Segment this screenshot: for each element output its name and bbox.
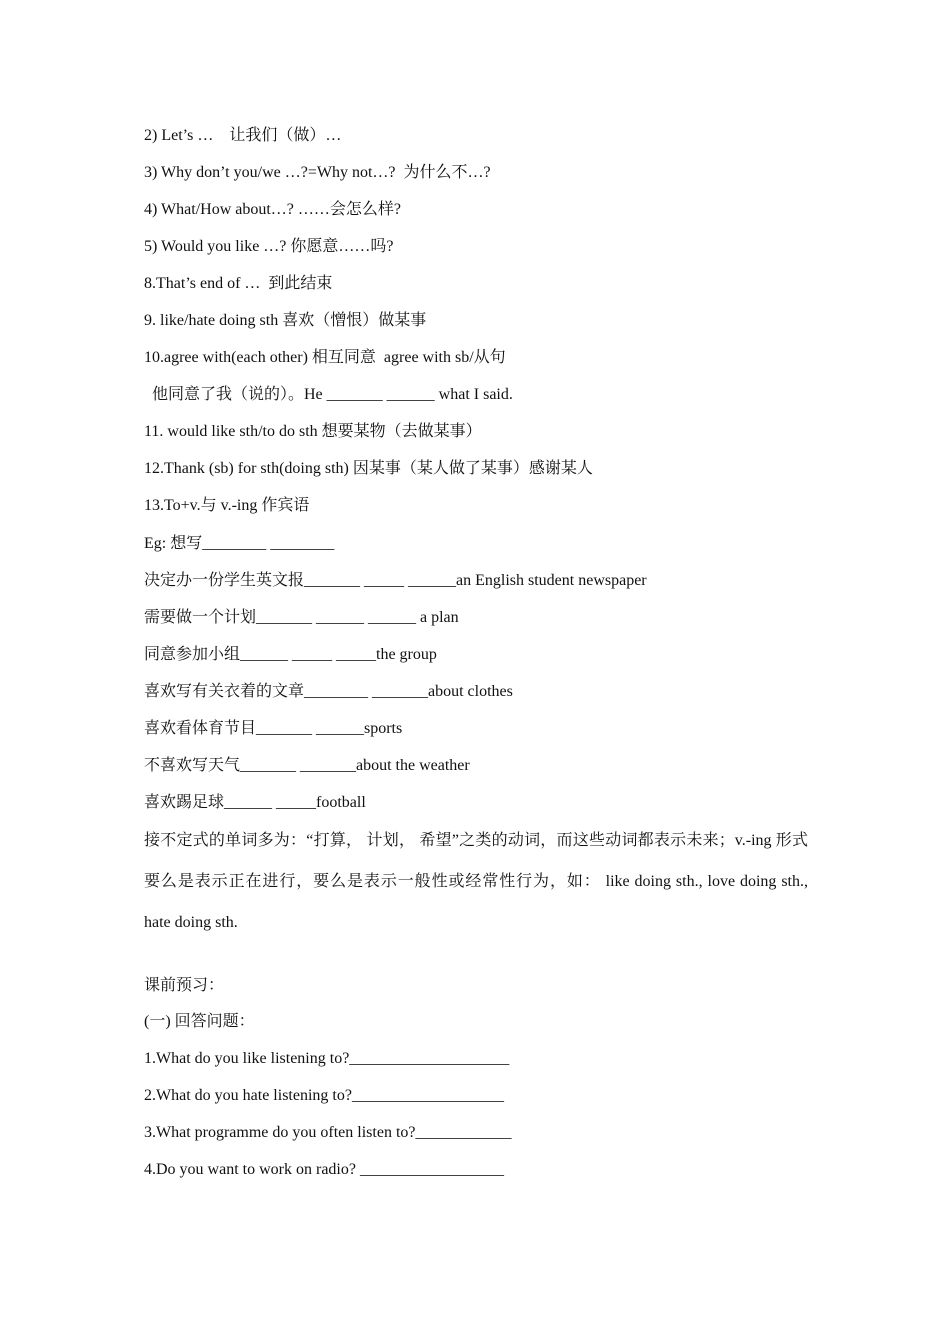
preview-subheading: (一) 回答问题：: [144, 1013, 255, 1030]
exercise-newspaper: 决定办一份学生英文报_______ _____ ______an English student newspaper: [144, 572, 647, 589]
exercise-plan: 需要做一个计划_______ ______ ______ a plan: [144, 609, 459, 626]
question-item: 4.Do you want to work on radio? __________________: [144, 1161, 504, 1178]
exercise-football: 喜欢踢足球______ _____football: [144, 794, 366, 811]
exercise-sports: 喜欢看体育节目_______ ______sports: [144, 720, 403, 737]
exercise-agree: 他同意了我（说的）。He _______ ______ what I said.: [144, 386, 513, 403]
question-item: 2.What do you hate listening to?___________________: [144, 1087, 504, 1104]
phrase-thank-for: 12.Thank (sb) for sth(doing sth) 因某事（某人做了某事）感谢某人: [144, 460, 593, 477]
phrase-why-dont: 3) Why don’t you/we …?=Why not…? 为什么不…?: [144, 164, 491, 181]
question-item: 3.What programme do you often listen to?____________: [144, 1124, 512, 1141]
phrase-like-hate: 9. like/hate doing sth 喜欢（憎恨）做某事: [144, 312, 427, 329]
phrase-lets: 2) Let’s … 让我们（做）…: [144, 127, 342, 144]
phrase-would-like: 11. would like sth/to do sth 想要某物（去做某事）: [144, 423, 482, 440]
exercise-clothes: 喜欢写有关衣着的文章________ _______about clothes: [144, 683, 513, 700]
phrase-what-about: 4) What/How about…? ……会怎么样?: [144, 201, 401, 218]
phrase-would-you-like: 5) Would you like …? 你愿意……吗?: [144, 238, 394, 255]
phrase-end-of: 8.That’s end of … 到此结束: [144, 275, 333, 292]
section-infinitive-gerund: 13.To+v.与 v.-ing 作宾语: [144, 497, 310, 514]
exercise-weather: 不喜欢写天气_______ _______about the weather: [144, 757, 470, 774]
exercise-example: Eg: 想写________ ________: [144, 535, 335, 552]
grammar-note-paragraph: 接不定式的单词多为：“打算， 计划， 希望”之类的动词，而这些动词都表示未来；v.-ing 形式要么是表示正在进行，要么是表示一般性或经常性行为，如： like doing sth., love doing sth., hate doing sth.: [144, 832, 808, 931]
exercise-group: 同意参加小组______ _____ _____the group: [144, 646, 437, 663]
phrase-agree-with: 10.agree with(each other) 相互同意 agree with sb/从句: [144, 349, 506, 366]
preview-heading: 课前预习：: [144, 977, 225, 994]
question-item: 1.What do you like listening to?____________________: [144, 1050, 510, 1067]
